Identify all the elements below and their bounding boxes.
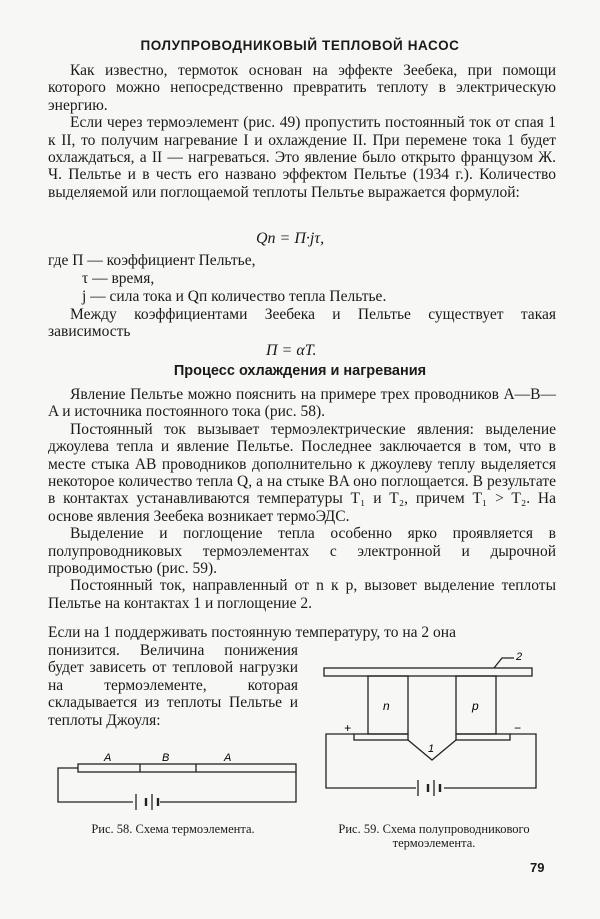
label-plus: + — [344, 721, 352, 735]
text-block-relation — [48, 306, 556, 341]
formula-relation: П = αT. — [266, 342, 317, 359]
definition-j: j — сила тока и Qп количество тепла Пельтье. — [82, 288, 387, 305]
formula-peltier-heat: Qп = П·jτ, — [256, 230, 325, 247]
process-paragraph-4: Постоянный ток, направленный от n к p, вызовет выделение теплоты Пельтье на контактах 1 и поглощение 2. — [48, 577, 556, 612]
page-number: 79 — [530, 860, 545, 875]
conductor-bar — [78, 764, 296, 772]
label-p: p — [472, 699, 479, 713]
right-contact — [456, 734, 510, 740]
label-minus: − — [514, 721, 522, 735]
definition-tau: τ — время, — [82, 270, 155, 287]
text-block-intro — [48, 62, 556, 201]
label-1: 1 — [428, 743, 435, 755]
section-title: ПОЛУПРОВОДНИКОВЫЙ ТЕПЛОВОЙ НАСОС — [140, 38, 460, 53]
label-n: n — [383, 699, 390, 713]
peltier-paragraph: Если через термоэлемент (рис. 49) пропустить постоянный ток от спая 1 к II, то получим нагревание I и охлаждение II. При перемене тока 1 будет охлаждаться, а II — нагреваться. Это явление было открыто французом Ж. Ч. Пельтье и в честь его названо эффектом Пельтье (1934 г.). Количество выделяемой или поглощаемой теплоты Пельтье выражается формулой: — [48, 114, 556, 201]
left-contact — [354, 734, 408, 740]
process-paragraph-2: Постоянный ток вызывает термоэлектрические явления: выделение джоулева тепла и явление Пельтье. Последнее заключается в том, что в месте стыка AB проводников дополнительно к джоулеву теплу выделяется некоторое количество тепла Q, а на стыке BA оно поглощается. В результате в контактах устанавливаются температуры T₁ и T₂, причем T₁ > T₂. На основе явления Зеебека возникает термоЭДС. — [48, 420, 556, 525]
figure-58-diagram — [48, 752, 308, 812]
definition-pi: где П — коэффициент Пельтье, — [48, 252, 256, 269]
process-paragraph-5-rest: понизится. Величина понижения будет зависеть от тепловой нагрузки на термоэлементе, которая складывается из теплоты Пельтье и теплоты Джоуля: — [48, 642, 298, 729]
process-paragraph-1: Явление Пельтье можно пояснить на примере трех проводников A—B—A и источника постоянного тока (рис. 58). — [48, 386, 556, 421]
relation-paragraph: Между коэффициентами Зеебека и Пельтье существует такая зависимость — [48, 306, 556, 341]
subsection-title: Процесс охлаждения и нагревания — [173, 363, 427, 379]
figure-59-caption: Рис. 59. Схема полупроводникового термоэлемента. — [338, 822, 530, 850]
top-plate — [324, 668, 532, 676]
label-a-right: A — [224, 752, 232, 764]
process-paragraph-5-first-line: Если на 1 поддерживать постоянную температуру, то на 2 она — [48, 624, 456, 641]
process-paragraph-3: Выделение и поглощение тепла особенно ярко проявляется в полупроводниковых термоэлементах с электронной и дырочной проводимостью (рис. 59). — [48, 525, 556, 578]
figure-58-caption: Рис. 58. Схема термоэлемента. — [91, 822, 255, 836]
label-2: 2 — [516, 651, 523, 663]
intro-paragraph: Как известно, термоток основан на эффекте Зеебека, при помощи которого можно непосредственно превратить теплоту в электрическую энергию. — [48, 62, 556, 114]
figure-59-diagram — [316, 650, 556, 800]
label-a-left: A — [104, 752, 112, 764]
text-block-process — [48, 386, 556, 612]
label-b: B — [162, 752, 170, 764]
